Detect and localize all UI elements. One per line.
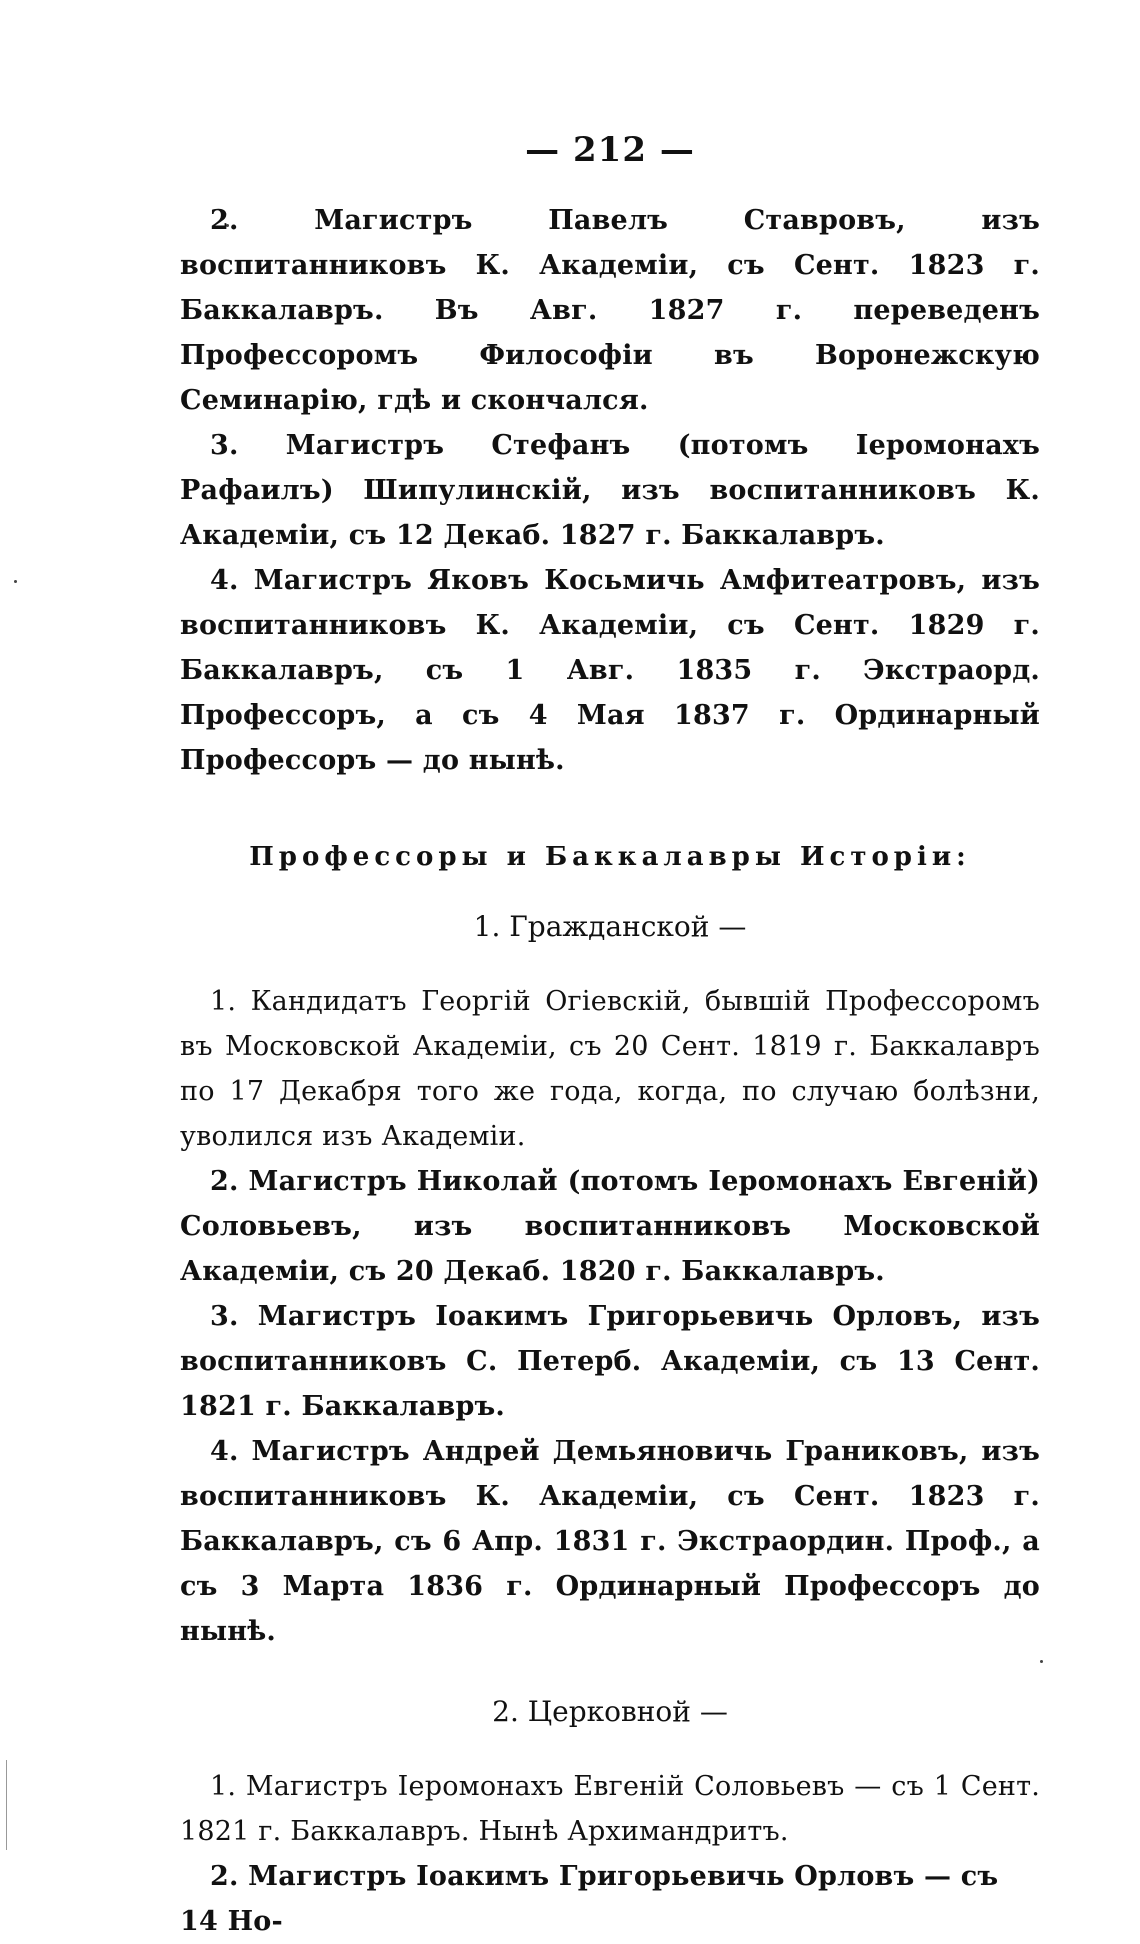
subsection-title-civil: 1. Гражданской — [473, 910, 747, 943]
entry-paragraph: 4. Магистръ Андрей Демьяновичь Граниковъ, изъ воспитанниковъ К. Академіи, съ Сент. 1823 г. Баккалавръ, съ 6 Апр. 1831 г. Экстраордин. Проф., а съ 3 Марта 1836 г. Ординарный Профессоръ до нынѣ. [180, 1436, 1040, 1647]
section-heading: Профессоры и Баккалавры Исторіи: [249, 842, 971, 872]
section-church-history-list [180, 1764, 1040, 1944]
subsection-title-church: 2. Церковной — [492, 1695, 728, 1728]
entry-paragraph: 3. Магистръ Іоакимъ Григорьевичь Орловъ, изъ воспитанниковъ С. Петерб. Академіи, съ 13 Сент. 1821 г. Баккалавръ. [180, 1301, 1040, 1422]
entry-paragraph: 4. Магистръ Яковъ Косьмичь Амфитеатровъ, изъ воспитанниковъ К. Академіи, съ Сент. 1829 г. Баккалавръ, съ 1 Авг. 1835 г. Экстраорд. Профессоръ, а съ 4 Мая 1837 г. Ординарный Профессоръ — до нынѣ. [180, 565, 1040, 776]
text-column [180, 130, 1040, 1944]
entry-paragraph: 1. Магистръ Іеромонахъ Евгеній Соловьевъ — съ 1 Сент. 1821 г. Баккалавръ. Нынѣ Архимандритъ. [180, 1771, 1040, 1847]
section-philosophy-list [180, 198, 1040, 783]
scan-speck [14, 580, 17, 583]
entry-paragraph: 2. Магистръ Іоакимъ Григорьевичь Орловъ — съ 14 Но- [180, 1861, 999, 1937]
entry-paragraph: 1. Кандидатъ Георгій Огіевскій, бывшій Профессоромъ въ Московской Академіи, съ 20 Сент. 1819 г. Баккалавръ по 17 Декабря того же года, когда, по случаю болѣзни, уволился изъ Академіи. [180, 986, 1040, 1152]
entry-paragraph: 2. Магистръ Павелъ Ставровъ, изъ воспитанниковъ К. Академіи, съ Сент. 1823 г. Баккалавръ. Въ Авг. 1827 г. переведенъ Профессоромъ Философіи въ Воронежскую Семинарію, гдѣ и скончался. [180, 205, 1040, 416]
scan-edge-line [6, 1760, 7, 1850]
entry-paragraph: 2. Магистръ Николай (потомъ Іеромонахъ Евгеній) Соловьевъ, изъ воспитанниковъ Московской Академіи, съ 20 Декаб. 1820 г. Баккалавръ. [180, 1166, 1040, 1287]
scan-speck [1040, 1660, 1043, 1663]
entry-paragraph: 3. Магистръ Стефанъ (потомъ Іеромонахъ Рафаилъ) Шипулинскій, изъ воспитанниковъ К. Академіи, съ 12 Декаб. 1827 г. Баккалавръ. [180, 430, 1040, 551]
page-number: — 212 — [525, 130, 695, 170]
section-civil-history-list [180, 979, 1040, 1654]
